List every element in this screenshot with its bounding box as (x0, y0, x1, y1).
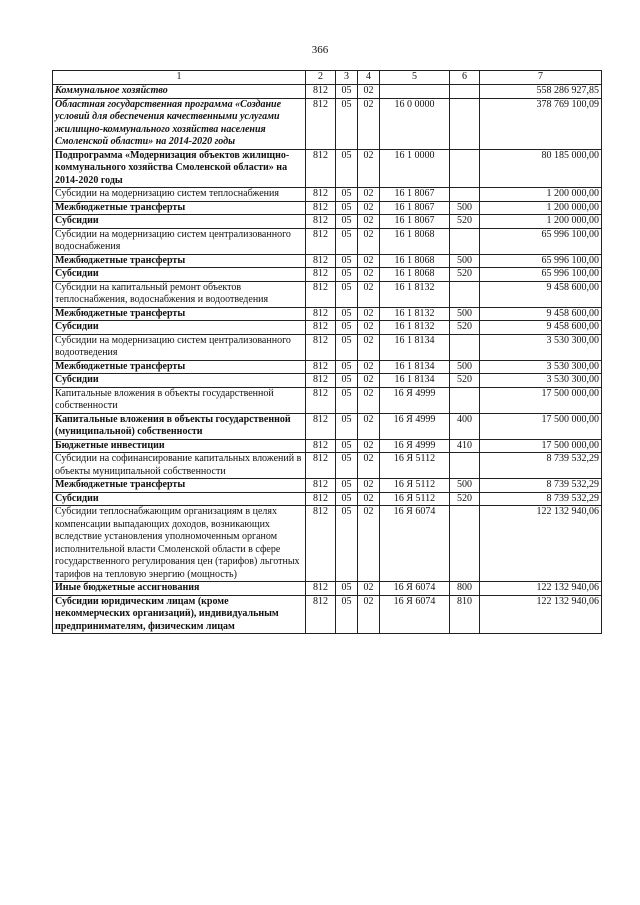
table-row (53, 215, 602, 229)
admin-code-cell: 812 (306, 85, 336, 99)
expense-type-cell: 400 (450, 413, 480, 439)
target-article-cell: 16 Я 4999 (380, 439, 450, 453)
item-name-cell: Субсидии (53, 321, 306, 335)
item-name-cell: Субсидии (53, 268, 306, 282)
subsection-cell: 02 (358, 387, 380, 413)
section-cell: 05 (336, 595, 358, 634)
amount-cell: 8 739 532,29 (480, 453, 602, 479)
header-cell: 5 (380, 71, 450, 85)
target-article-cell: 16 0 0000 (380, 98, 450, 149)
admin-code-cell: 812 (306, 188, 336, 202)
item-name-cell: Субсидии юридическим лицам (кроме некоммерческих организаций), индивидуальным предпринимателям, физическим лицам (53, 595, 306, 634)
table-row (53, 334, 602, 360)
target-article-cell: 16 Я 5112 (380, 453, 450, 479)
item-name-cell: Межбюджетные трансферты (53, 307, 306, 321)
expense-type-cell: 520 (450, 268, 480, 282)
section-cell: 05 (336, 149, 358, 188)
admin-code-cell: 812 (306, 360, 336, 374)
admin-code-cell: 812 (306, 582, 336, 596)
section-cell: 05 (336, 387, 358, 413)
admin-code-cell: 812 (306, 321, 336, 335)
item-name-cell: Субсидии (53, 492, 306, 506)
table-row (53, 413, 602, 439)
subsection-cell: 02 (358, 334, 380, 360)
page-number: 366 (311, 44, 329, 56)
section-cell: 05 (336, 582, 358, 596)
amount-cell: 558 286 927,85 (480, 85, 602, 99)
admin-code-cell: 812 (306, 387, 336, 413)
amount-cell: 17 500 000,00 (480, 439, 602, 453)
expense-type-cell: 800 (450, 582, 480, 596)
subsection-cell: 02 (358, 492, 380, 506)
expense-type-cell (450, 149, 480, 188)
table-row (53, 492, 602, 506)
target-article-cell: 16 1 8132 (380, 281, 450, 307)
subsection-cell: 02 (358, 85, 380, 99)
target-article-cell: 16 Я 4999 (380, 413, 450, 439)
subsection-cell: 02 (358, 360, 380, 374)
table-body (53, 85, 602, 634)
section-cell: 05 (336, 281, 358, 307)
item-name-cell: Субсидии (53, 215, 306, 229)
expense-type-cell (450, 228, 480, 254)
header-cell: 3 (336, 71, 358, 85)
section-cell: 05 (336, 413, 358, 439)
amount-cell: 378 769 100,09 (480, 98, 602, 149)
subsection-cell: 02 (358, 98, 380, 149)
amount-cell: 9 458 600,00 (480, 281, 602, 307)
admin-code-cell: 812 (306, 215, 336, 229)
subsection-cell: 02 (358, 268, 380, 282)
item-name-cell: Коммунальное хозяйство (53, 85, 306, 99)
amount-cell: 65 996 100,00 (480, 254, 602, 268)
admin-code-cell: 812 (306, 453, 336, 479)
table-header-row (53, 71, 602, 85)
expense-type-cell: 500 (450, 307, 480, 321)
table-row (53, 201, 602, 215)
expense-type-cell: 520 (450, 215, 480, 229)
admin-code-cell: 812 (306, 506, 336, 582)
admin-code-cell: 812 (306, 268, 336, 282)
section-cell: 05 (336, 453, 358, 479)
amount-cell: 17 500 000,00 (480, 387, 602, 413)
admin-code-cell: 812 (306, 334, 336, 360)
subsection-cell: 02 (358, 479, 380, 493)
amount-cell: 3 530 300,00 (480, 360, 602, 374)
admin-code-cell: 812 (306, 254, 336, 268)
table-row (53, 360, 602, 374)
header-cell: 1 (53, 71, 306, 85)
expense-type-cell (450, 387, 480, 413)
header-cell: 4 (358, 71, 380, 85)
target-article-cell: 16 1 8068 (380, 268, 450, 282)
subsection-cell: 02 (358, 595, 380, 634)
subsection-cell: 02 (358, 188, 380, 202)
table-row (53, 307, 602, 321)
amount-cell: 80 185 000,00 (480, 149, 602, 188)
admin-code-cell: 812 (306, 374, 336, 388)
section-cell: 05 (336, 479, 358, 493)
item-name-cell: Межбюджетные трансферты (53, 360, 306, 374)
subsection-cell: 02 (358, 374, 380, 388)
expense-type-cell: 810 (450, 595, 480, 634)
table-row (53, 479, 602, 493)
section-cell: 05 (336, 360, 358, 374)
admin-code-cell: 812 (306, 98, 336, 149)
item-name-cell: Субсидии на модернизацию систем теплоснабжения (53, 188, 306, 202)
item-name-cell: Межбюджетные трансферты (53, 254, 306, 268)
item-name-cell: Межбюджетные трансферты (53, 201, 306, 215)
table-row (53, 374, 602, 388)
item-name-cell: Субсидии (53, 374, 306, 388)
admin-code-cell: 812 (306, 228, 336, 254)
item-name-cell: Субсидии на софинансирование капитальных вложений в объекты муниципальной собственности (53, 453, 306, 479)
admin-code-cell: 812 (306, 281, 336, 307)
table-row (53, 149, 602, 188)
amount-cell: 8 739 532,29 (480, 492, 602, 506)
target-article-cell: 16 Я 5112 (380, 492, 450, 506)
amount-cell: 1 200 000,00 (480, 215, 602, 229)
expense-type-cell (450, 188, 480, 202)
table-row (53, 387, 602, 413)
table-row (53, 595, 602, 634)
target-article-cell: 16 1 8067 (380, 201, 450, 215)
section-cell: 05 (336, 215, 358, 229)
subsection-cell: 02 (358, 413, 380, 439)
section-cell: 05 (336, 439, 358, 453)
amount-cell: 122 132 940,06 (480, 506, 602, 582)
budget-table (52, 70, 602, 634)
expense-type-cell: 520 (450, 321, 480, 335)
target-article-cell: 16 1 8068 (380, 254, 450, 268)
expense-type-cell (450, 281, 480, 307)
item-name-cell: Подпрограмма «Модернизация объектов жилищно-коммунального хозяйства Смоленской области» на 2014-2020 годы (53, 149, 306, 188)
subsection-cell: 02 (358, 215, 380, 229)
target-article-cell (380, 85, 450, 99)
subsection-cell: 02 (358, 439, 380, 453)
expense-type-cell (450, 98, 480, 149)
admin-code-cell: 812 (306, 479, 336, 493)
item-name-cell: Субсидии на модернизацию систем централизованного водоснабжения (53, 228, 306, 254)
target-article-cell: 16 1 8134 (380, 360, 450, 374)
admin-code-cell: 812 (306, 201, 336, 215)
header-cell: 7 (480, 71, 602, 85)
expense-type-cell: 500 (450, 201, 480, 215)
target-article-cell: 16 Я 6074 (380, 582, 450, 596)
target-article-cell: 16 Я 6074 (380, 506, 450, 582)
table-row (53, 582, 602, 596)
target-article-cell: 16 1 8067 (380, 188, 450, 202)
subsection-cell: 02 (358, 281, 380, 307)
expense-type-cell: 500 (450, 360, 480, 374)
item-name-cell: Субсидии теплоснабжающим организациям в целях компенсации выпадающих доходов, возникающих вследствие установления уполномоченным органом исполнительной власти Смоленской области в сфере государственного регулирования цен (тарифов) льготных тарифов на тепловую энергию (мощность) (53, 506, 306, 582)
target-article-cell: 16 Я 6074 (380, 595, 450, 634)
subsection-cell: 02 (358, 453, 380, 479)
table-row (53, 453, 602, 479)
expense-type-cell (450, 506, 480, 582)
section-cell: 05 (336, 188, 358, 202)
section-cell: 05 (336, 228, 358, 254)
table-row (53, 228, 602, 254)
expense-type-cell (450, 453, 480, 479)
header-cell: 2 (306, 71, 336, 85)
table-row (53, 98, 602, 149)
amount-cell: 17 500 000,00 (480, 413, 602, 439)
subsection-cell: 02 (358, 149, 380, 188)
admin-code-cell: 812 (306, 595, 336, 634)
header-cell: 6 (450, 71, 480, 85)
expense-type-cell: 500 (450, 479, 480, 493)
target-article-cell: 16 1 8067 (380, 215, 450, 229)
subsection-cell: 02 (358, 506, 380, 582)
section-cell: 05 (336, 268, 358, 282)
section-cell: 05 (336, 334, 358, 360)
table-row (53, 254, 602, 268)
item-name-cell: Бюджетные инвестиции (53, 439, 306, 453)
table-row (53, 268, 602, 282)
subsection-cell: 02 (358, 307, 380, 321)
amount-cell: 9 458 600,00 (480, 321, 602, 335)
section-cell: 05 (336, 374, 358, 388)
amount-cell: 65 996 100,00 (480, 228, 602, 254)
amount-cell: 65 996 100,00 (480, 268, 602, 282)
item-name-cell: Межбюджетные трансферты (53, 479, 306, 493)
section-cell: 05 (336, 492, 358, 506)
item-name-cell: Капитальные вложения в объекты государственной (муниципальной) собственности (53, 413, 306, 439)
item-name-cell: Капитальные вложения в объекты государственной собственности (53, 387, 306, 413)
target-article-cell: 16 Я 4999 (380, 387, 450, 413)
section-cell: 05 (336, 254, 358, 268)
target-article-cell: 16 1 0000 (380, 149, 450, 188)
admin-code-cell: 812 (306, 149, 336, 188)
table-row (53, 85, 602, 99)
admin-code-cell: 812 (306, 492, 336, 506)
section-cell: 05 (336, 321, 358, 335)
target-article-cell: 16 1 8132 (380, 321, 450, 335)
expense-type-cell: 410 (450, 439, 480, 453)
amount-cell: 3 530 300,00 (480, 374, 602, 388)
amount-cell: 1 200 000,00 (480, 201, 602, 215)
item-name-cell: Субсидии на капитальный ремонт объектов теплоснабжения, водоснабжения и водоотведения (53, 281, 306, 307)
subsection-cell: 02 (358, 228, 380, 254)
item-name-cell: Областная государственная программа «Создание условий для обеспечения качественными услугами жилищно-коммунального хозяйства населения Смоленской области» на 2014-2020 годы (53, 98, 306, 149)
amount-cell: 9 458 600,00 (480, 307, 602, 321)
amount-cell: 122 132 940,06 (480, 582, 602, 596)
table-row (53, 321, 602, 335)
subsection-cell: 02 (358, 201, 380, 215)
section-cell: 05 (336, 201, 358, 215)
section-cell: 05 (336, 98, 358, 149)
admin-code-cell: 812 (306, 413, 336, 439)
target-article-cell: 16 1 8132 (380, 307, 450, 321)
expense-type-cell (450, 334, 480, 360)
subsection-cell: 02 (358, 254, 380, 268)
target-article-cell: 16 1 8134 (380, 334, 450, 360)
subsection-cell: 02 (358, 582, 380, 596)
amount-cell: 3 530 300,00 (480, 334, 602, 360)
section-cell: 05 (336, 307, 358, 321)
expense-type-cell: 500 (450, 254, 480, 268)
expense-type-cell: 520 (450, 374, 480, 388)
amount-cell: 1 200 000,00 (480, 188, 602, 202)
admin-code-cell: 812 (306, 307, 336, 321)
expense-type-cell: 520 (450, 492, 480, 506)
subsection-cell: 02 (358, 321, 380, 335)
expense-type-cell (450, 85, 480, 99)
amount-cell: 8 739 532,29 (480, 479, 602, 493)
admin-code-cell: 812 (306, 439, 336, 453)
table-row (53, 281, 602, 307)
target-article-cell: 16 1 8134 (380, 374, 450, 388)
target-article-cell: 16 Я 5112 (380, 479, 450, 493)
section-cell: 05 (336, 85, 358, 99)
item-name-cell: Субсидии на модернизацию систем централизованного водоотведения (53, 334, 306, 360)
section-cell: 05 (336, 506, 358, 582)
target-article-cell: 16 1 8068 (380, 228, 450, 254)
amount-cell: 122 132 940,06 (480, 595, 602, 634)
table-row (53, 439, 602, 453)
item-name-cell: Иные бюджетные ассигнования (53, 582, 306, 596)
table-row (53, 506, 602, 582)
table-row (53, 188, 602, 202)
